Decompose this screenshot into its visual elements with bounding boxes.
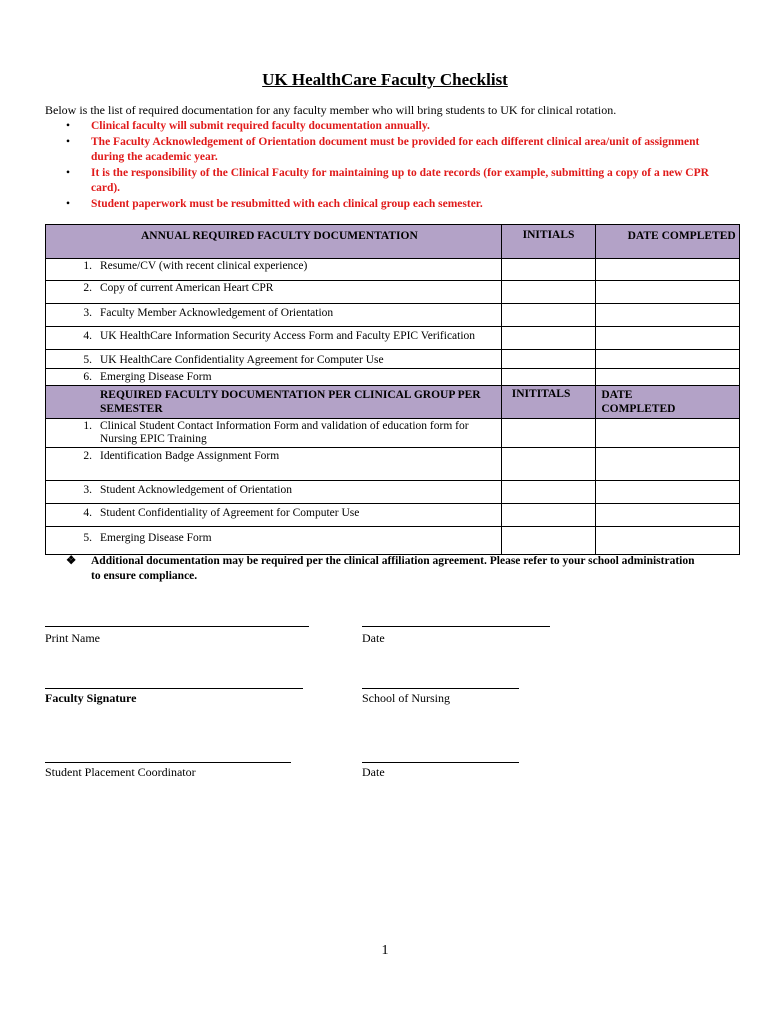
table-row: 2. Copy of current American Heart CPR	[46, 281, 740, 304]
group-initials-header: INITITALS	[501, 386, 596, 419]
initials-cell[interactable]	[501, 327, 596, 350]
initials-cell[interactable]	[501, 281, 596, 304]
initials-cell[interactable]	[501, 527, 596, 555]
initials-cell[interactable]	[501, 304, 596, 327]
intro-text: Below is the list of required documentation for any faculty member who will bring students to UK for clinical rotation.	[45, 103, 617, 117]
annual-header: ANNUAL REQUIRED FACULTY DOCUMENTATION	[141, 230, 418, 242]
item-label: Student Acknowledgement of Orientation	[100, 484, 292, 496]
date-cell[interactable]	[596, 481, 740, 504]
date-label: Date	[362, 631, 385, 645]
group-header: REQUIRED FACULTY DOCUMENTATION PER CLINICAL GROUP PER SEMESTER	[100, 389, 481, 415]
item-label: UK HealthCare Information Security Access Form and Faculty EPIC Verification	[100, 330, 476, 342]
table-row: 3. Faculty Member Acknowledgement of Orientation	[46, 304, 740, 327]
compliance-note: ❖ Additional documentation may be required per the clinical affiliation agreement. Please refer to your school administration to ensure compliance.	[66, 555, 695, 582]
annual-date-header: DATE COMPLETED	[596, 225, 740, 259]
initials-cell[interactable]	[501, 259, 596, 281]
table-row: 5. UK HealthCare Confidentiality Agreement for Computer Use	[46, 350, 740, 369]
date-cell[interactable]	[596, 419, 740, 448]
group-date-header: DATE COMPLETED	[596, 386, 740, 419]
date-cell[interactable]	[596, 504, 740, 527]
item-label: Emerging Disease Form	[100, 371, 212, 383]
item-label: Student Confidentiality of Agreement for Computer Use	[100, 507, 360, 519]
item-label: Emerging Disease Form	[100, 532, 212, 544]
initials-cell[interactable]	[501, 448, 596, 481]
list-item: • Student paperwork must be resubmitted with each clinical group each semester.	[66, 197, 726, 212]
coordinator-label: Student Placement Coordinator	[45, 765, 196, 779]
date-cell[interactable]	[596, 448, 740, 481]
table-row: 1. Resume/CV (with recent clinical experience)	[46, 259, 740, 281]
initials-cell[interactable]	[501, 504, 596, 527]
initials-cell[interactable]	[501, 369, 596, 386]
list-item: • Clinical faculty will submit required faculty documentation annually.	[66, 119, 726, 134]
table-row: 5. Emerging Disease Form	[46, 527, 740, 555]
date-cell[interactable]	[596, 369, 740, 386]
annual-header-row	[46, 225, 740, 259]
table-row: 4. Student Confidentiality of Agreement for Computer Use	[46, 504, 740, 527]
school-line[interactable]	[362, 688, 519, 689]
date-cell[interactable]	[596, 327, 740, 350]
date-line[interactable]	[362, 626, 550, 627]
date-line-2[interactable]	[362, 762, 519, 763]
school-label: School of Nursing	[362, 691, 450, 705]
item-label: UK HealthCare Confidentiality Agreement for Computer Use	[100, 354, 384, 366]
page-number: 1	[381, 943, 389, 958]
initials-cell[interactable]	[501, 350, 596, 369]
initials-cell[interactable]	[501, 481, 596, 504]
checklist-table	[45, 224, 740, 555]
print-name-label: Print Name	[45, 631, 100, 645]
page-title: UK HealthCare Faculty Checklist	[262, 70, 508, 89]
date-cell[interactable]	[596, 281, 740, 304]
coordinator-line[interactable]	[45, 762, 291, 763]
item-label: Copy of current American Heart CPR	[100, 282, 274, 294]
diamond-bullet-icon: ❖	[66, 555, 77, 567]
faculty-signature-line[interactable]	[45, 688, 303, 689]
table-row: 6. Emerging Disease Form	[46, 369, 740, 386]
date-cell[interactable]	[596, 527, 740, 555]
group-header-row	[46, 386, 740, 419]
item-label: Clinical Student Contact Information Form and validation of education form for Nursing EPIC Training	[100, 420, 469, 445]
list-item: • It is the responsibility of the Clinical Faculty for maintaining up to date records (for example, submitting a copy of a new CPR card).	[66, 166, 726, 196]
item-label: Faculty Member Acknowledgement of Orientation	[100, 307, 334, 319]
table-row: 3. Student Acknowledgement of Orientation	[46, 481, 740, 504]
date-label-2: Date	[362, 765, 385, 779]
print-name-line[interactable]	[45, 626, 309, 627]
date-cell[interactable]	[596, 350, 740, 369]
date-cell[interactable]	[596, 304, 740, 327]
item-label: Identification Badge Assignment Form	[100, 450, 280, 462]
list-item: • The Faculty Acknowledgement of Orientation document must be provided for each different clinical area/unit of assignment during the academic year.	[66, 135, 726, 165]
item-label: Resume/CV (with recent clinical experience)	[100, 260, 308, 272]
initials-cell[interactable]	[501, 419, 596, 448]
date-cell[interactable]	[596, 259, 740, 281]
table-row: 1. Clinical Student Contact Information Form and validation of education form for Nursing EPIC Training	[46, 419, 740, 448]
table-row: 2. Identification Badge Assignment Form	[46, 448, 740, 481]
annual-initials-header: INITIALS	[501, 225, 596, 259]
requirements-list	[66, 119, 726, 213]
faculty-signature-label: Faculty Signature	[45, 691, 137, 705]
table-row: 4. UK HealthCare Information Security Access Form and Faculty EPIC Verification	[46, 327, 740, 350]
